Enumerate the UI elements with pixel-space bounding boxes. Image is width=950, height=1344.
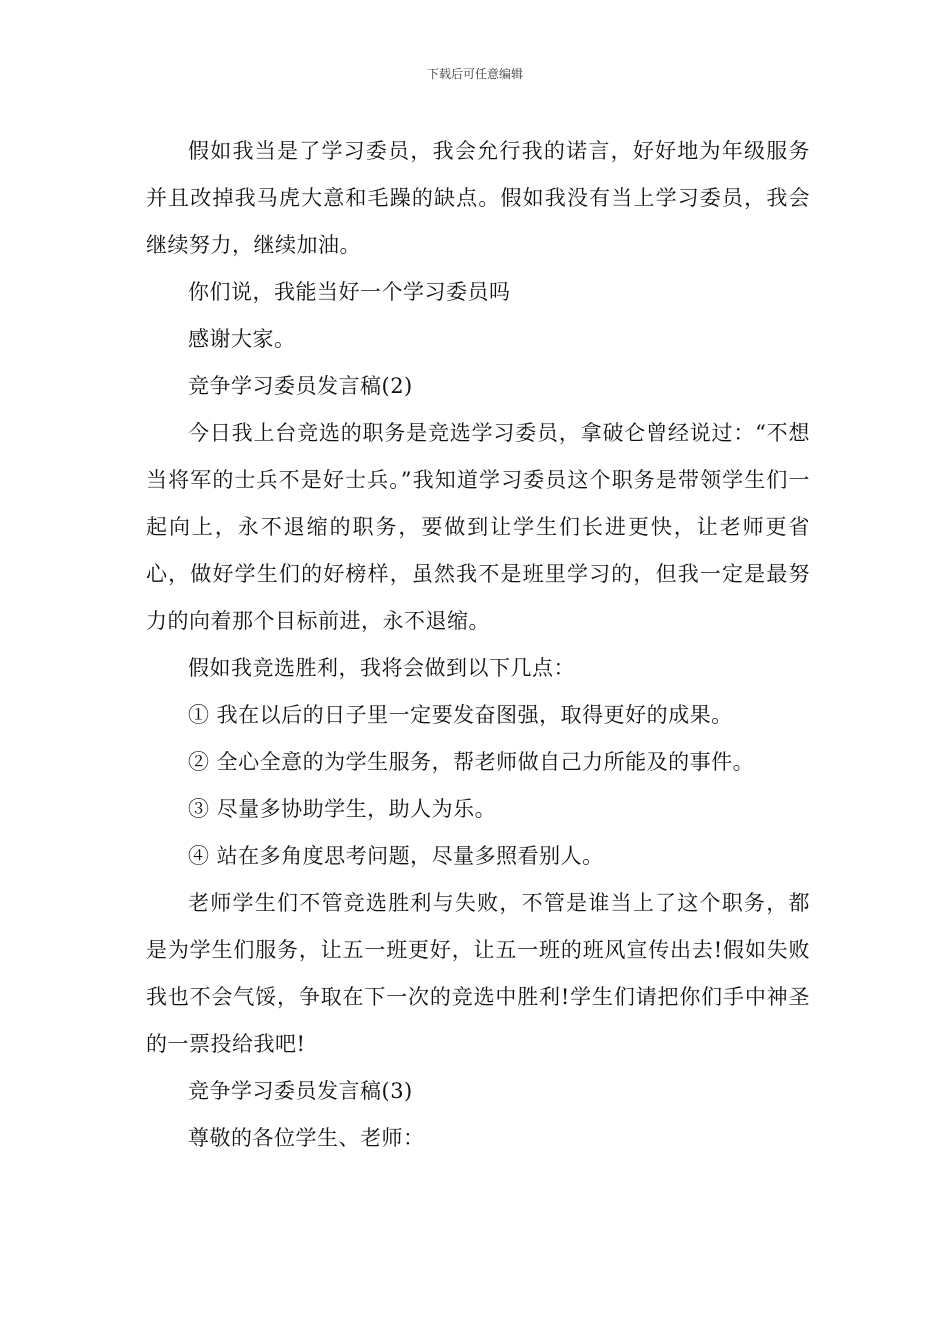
paragraph-question: 你们说，我能当好一个学习委员吗 [188,280,511,304]
paragraph-closing: 老师学生们不管竞选胜利与失败，不管是谁当上了这个职务，都是为学生们服务，让五一班更好，让五一班的班风宣传出去!假如失败我也不会气馁，争取在下一次的竞选中胜利!学生们请把你们手中神圣的一票投给我吧! [146,891,810,1056]
list-item-4: ④ 站在多角度思考问题，尽量多照看别人。 [188,844,604,868]
paragraph-points-lead: 假如我竞选胜利，我将会做到以下几点： [188,656,575,680]
list-item-1: ① 我在以后的日子里一定要发奋图强，取得更好的成果。 [188,703,733,727]
list-item-3: ③ 尽量多协助学生，助人为乐。 [188,797,497,821]
paragraph-thanks: 感谢大家。 [188,327,296,351]
document-body [146,128,810,1162]
list-item-2: ② 全心全意的为学生服务，帮老师做自己力所能及的事件。 [188,750,755,774]
section-heading-2: 竞争学习委员发言稿(2) [188,374,413,398]
paragraph-intro: 今日我上台竞选的职务是竞选学习委员，拿破仑曾经说过：“不想当将军的士兵不是好士兵。”我知道学习委员这个职务是带领学生们一起向上，永不退缩的职务，要做到让学生们长进更快，让老师更省心，做好学生们的好榜样，虽然我不是班里学习的，但我一定是最努力的向着那个目标前进，永不退缩。 [146,421,810,633]
section-heading-3: 竞争学习委员发言稿(3) [188,1079,413,1103]
paragraph-salutation: 尊敬的各位学生、老师： [188,1126,425,1150]
paragraph-promise: 假如我当是了学习委员，我会允行我的诺言，好好地为年级服务并且改掉我马虎大意和毛躁的缺点。假如我没有当上学习委员，我会继续努力，继续加油。 [146,139,810,257]
page-header: 下载后可任意编辑 [426,67,523,81]
